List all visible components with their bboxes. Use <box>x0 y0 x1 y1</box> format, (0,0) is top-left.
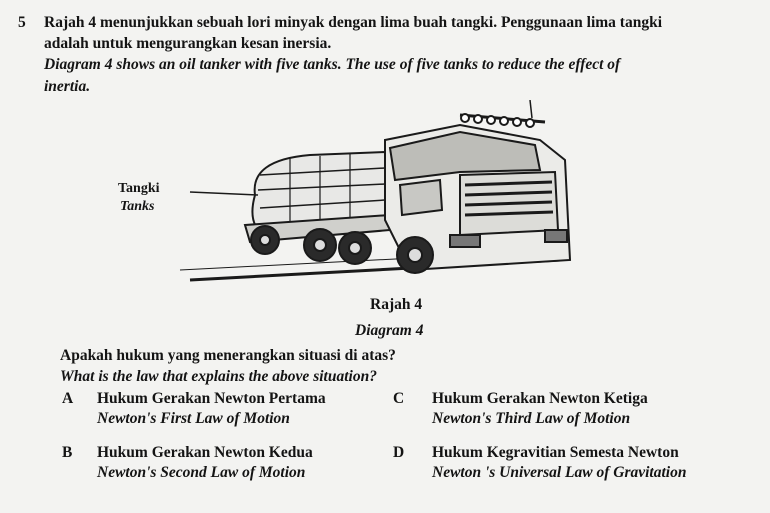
prompt-malay: Apakah hukum yang menerangkan situasi di atas? <box>60 347 396 364</box>
oil-tanker-illustration <box>160 100 580 295</box>
option-text-english: Newton's Second Law of Motion <box>97 464 306 481</box>
option-letter: C <box>393 390 405 407</box>
option-text-english: Newton 's Universal Law of Gravitation <box>432 464 687 481</box>
option-letter: B <box>62 444 73 461</box>
prompt-english: What is the law that explains the above situation? <box>60 368 377 385</box>
figure-caption-english: Diagram 4 <box>355 322 424 339</box>
option-text-english: Newton's First Law of Motion <box>97 410 290 427</box>
tank-label-english: Tanks <box>120 199 155 214</box>
option-text-malay: Hukum Gerakan Newton Ketiga <box>432 390 648 407</box>
option-text-english: Newton's Third Law of Motion <box>432 410 631 427</box>
tank-label-malay: Tangki <box>118 181 160 196</box>
option-text-malay: Hukum Gerakan Newton Pertama <box>97 390 326 407</box>
option-letter: A <box>62 390 74 407</box>
question-text-malay-2: adalah untuk mengurangkan kesan inersia. <box>44 35 332 52</box>
figure-caption-malay: Rajah 4 <box>370 296 423 313</box>
question-number: 5 <box>18 14 26 31</box>
option-letter: D <box>393 444 405 461</box>
option-text-malay: Hukum Gerakan Newton Kedua <box>97 444 313 461</box>
option-text-malay: Hukum Kegravitian Semesta Newton <box>432 444 679 461</box>
question-text-english-2: inertia. <box>44 78 91 95</box>
question-text-english-1: Diagram 4 shows an oil tanker with five tanks. The use of five tanks to reduce the effect of <box>44 56 621 73</box>
question-text-malay-1: Rajah 4 menunjukkan sebuah lori minyak dengan lima buah tangki. Penggunaan lima tangki <box>44 14 663 31</box>
